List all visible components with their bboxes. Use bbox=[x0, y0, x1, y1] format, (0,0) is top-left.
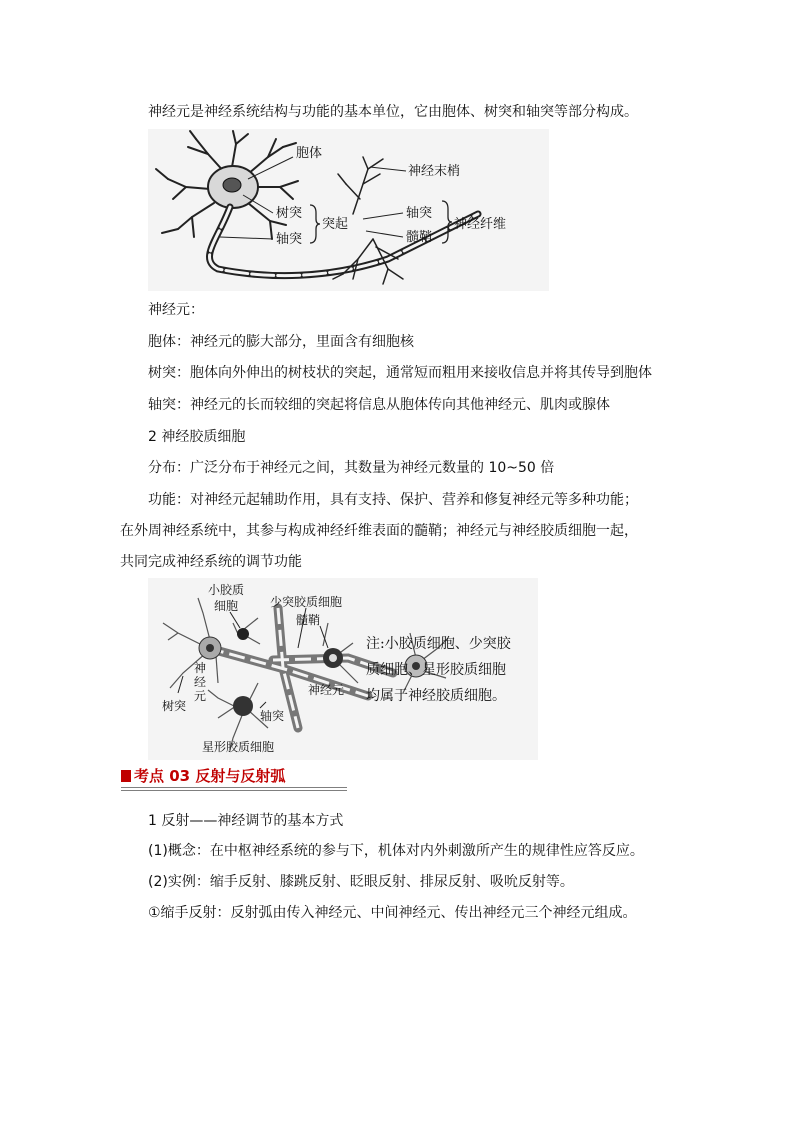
def-cell-body: 胞体：神经元的膨大部分，里面含有细胞核 bbox=[148, 334, 414, 350]
note-line-1: 注:小胶质细胞、少突胶 bbox=[366, 636, 511, 652]
section-marker-icon bbox=[121, 770, 131, 782]
glia-function-line-3: 共同完成神经系统的调节功能 bbox=[120, 554, 302, 570]
neuron-heading: 神经元： bbox=[148, 302, 204, 318]
section-title: 考点 03 反射与反射弧 bbox=[134, 767, 286, 785]
label-neuron-v3: 元 bbox=[194, 689, 207, 703]
note-line-2: 质细胞、星形胶质细胞 bbox=[366, 662, 506, 678]
intro-text: 神经元是神经系统结构与功能的基本单位，它由胞体、树突和轴突等部分构成。 bbox=[148, 104, 638, 120]
glia-function-line-2: 在外周神经系统中，其参与构成神经纤维表面的髓鞘；神经元与神经胶质细胞一起， bbox=[120, 523, 638, 539]
label-myelin: 髓鞘 bbox=[296, 613, 321, 627]
neuron-diagram bbox=[148, 129, 549, 291]
label-oligodendrocyte: 少突胶质细胞 bbox=[270, 595, 343, 609]
label-cell-body: 胞体 bbox=[296, 146, 323, 161]
label-neuron-right: 神经元 bbox=[308, 683, 345, 697]
glial-cells-diagram bbox=[148, 578, 538, 760]
def-dendrite: 树突：胞体向外伸出的树枝状的突起，通常短而粗用来接收信息并将其传导到胞体 bbox=[148, 365, 652, 381]
label-axon-left: 轴突 bbox=[276, 232, 303, 247]
def-axon: 轴突：神经元的长而较细的突起将信息从胞体传向其他神经元、肌肉或腺体 bbox=[148, 397, 610, 413]
label-nerve-ending: 神经末梢 bbox=[408, 164, 461, 179]
reflex-examples: (2)实例：缩手反射、膝跳反射、眨眼反射、排尿反射、吸吮反射等。 bbox=[148, 874, 574, 890]
label-dendrite: 树突 bbox=[276, 206, 303, 221]
section-header bbox=[121, 766, 347, 790]
label-neuron-v1: 神 bbox=[194, 661, 207, 675]
section-rule bbox=[121, 790, 347, 791]
glia-title: 2 神经胶质细胞 bbox=[148, 429, 246, 445]
glia-function-line-1: 功能：对神经元起辅助作用，具有支持、保护、营养和修复神经元等多种功能； bbox=[148, 492, 638, 508]
label-axon-right: 轴突 bbox=[406, 206, 433, 221]
label-process: 突起 bbox=[322, 217, 349, 232]
label-axon: 轴突 bbox=[260, 709, 285, 723]
label-nerve-fiber: 神经纤维 bbox=[454, 217, 507, 232]
label-microglia-1: 小胶质 bbox=[208, 583, 245, 597]
reflex-title: 1 反射——神经调节的基本方式 bbox=[148, 813, 344, 829]
section-rule bbox=[121, 787, 347, 788]
glia-distribution: 分布：广泛分布于神经元之间，其数量为神经元数量的 10~50 倍 bbox=[148, 460, 555, 476]
label-neuron-v2: 经 bbox=[194, 675, 207, 689]
label-dendrite: 树突 bbox=[162, 699, 187, 713]
label-myelin: 髓鞘 bbox=[406, 230, 433, 245]
label-astrocyte: 星形胶质细胞 bbox=[202, 740, 275, 754]
label-microglia-2: 细胞 bbox=[214, 599, 239, 613]
reflex-withdrawal: ①缩手反射：反射弧由传入神经元、中间神经元、传出神经元三个神经元组成。 bbox=[148, 905, 637, 921]
note-line-3: 均属于神经胶质细胞。 bbox=[366, 688, 506, 704]
reflex-concept: (1)概念：在中枢神经系统的参与下，机体对内外刺激所产生的规律性应答反应。 bbox=[148, 843, 644, 859]
